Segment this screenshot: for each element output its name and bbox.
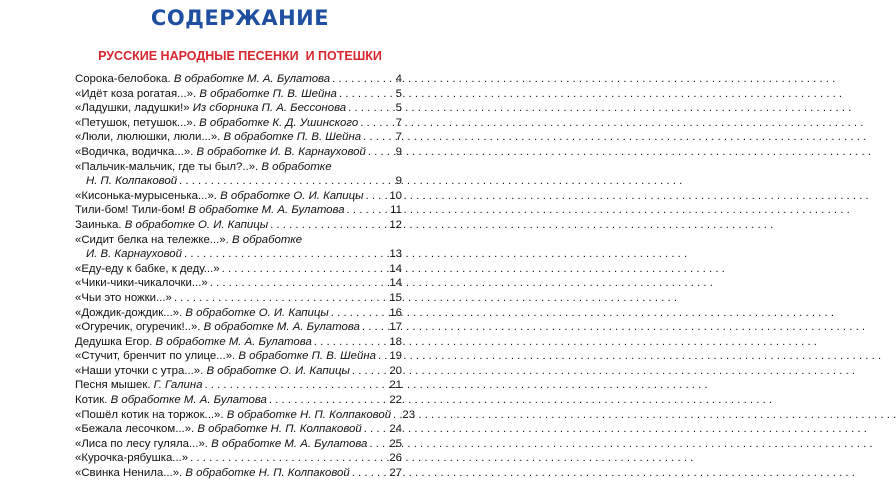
- entry-source: В обработке М. А. Булатова: [203, 321, 360, 334]
- dot-leader: [312, 335, 388, 350]
- toc-entry: [75, 466, 402, 481]
- page-number: 11: [390, 204, 402, 217]
- toc-entry: [75, 306, 402, 321]
- page-number: 19: [389, 350, 402, 363]
- entry-text: [75, 437, 367, 452]
- page-number: 13: [389, 248, 402, 261]
- page-number: 25: [389, 437, 402, 450]
- entry-text: [75, 393, 267, 408]
- entry-text: [75, 466, 350, 481]
- toc-entry: [75, 160, 402, 175]
- page-number: 23: [402, 408, 416, 421]
- dot-leader: [220, 262, 388, 277]
- page-number: 26: [389, 452, 402, 465]
- page-number: 9: [395, 175, 402, 188]
- entry-title: Сорока-белобока.: [75, 73, 171, 85]
- entry-text: [86, 247, 182, 262]
- toc-entry: [75, 72, 402, 87]
- entry-source: В обработке О. И. Капицы: [124, 218, 269, 231]
- entry-title: Котик.: [75, 394, 108, 407]
- entry-text: [75, 87, 337, 102]
- toc-entry: [75, 203, 402, 218]
- page-number: 14: [389, 277, 402, 290]
- dot-leader: [208, 276, 388, 291]
- dot-leader: [329, 306, 388, 321]
- entry-source: Г. Галина: [153, 379, 203, 392]
- page-number: 5: [395, 87, 402, 100]
- dot-leader: [182, 247, 388, 262]
- entry-source: В обработке Н. П. Колпаковой: [226, 408, 392, 421]
- entry-title: Заинька.: [75, 218, 122, 231]
- dot-leader: [345, 203, 388, 218]
- entry-title: «Водичка, водичка...».: [75, 145, 194, 158]
- entry-title: «Дождик-дождик...».: [75, 306, 183, 319]
- entry-source: В обработке М. А. Булатова: [155, 335, 312, 348]
- entry-text: [75, 145, 366, 160]
- page-number: 9: [395, 145, 402, 158]
- dot-leader: [268, 218, 388, 233]
- entry-text: [75, 72, 330, 87]
- entry-text: [75, 335, 312, 350]
- entry-source: В обработке Н. П. Колпаковой: [185, 467, 350, 480]
- toc-entry: [75, 145, 402, 160]
- toc-entry: [75, 87, 402, 102]
- dot-leader: [350, 364, 388, 379]
- entry-source: В обработке П. В. Шейна: [223, 131, 362, 144]
- dot-leader: [391, 408, 401, 423]
- dot-leader: [188, 451, 388, 466]
- entry-title: «Чики-чики-чикалочки...»: [75, 277, 208, 290]
- entry-title: «Наши уточки с утра...».: [75, 364, 204, 377]
- dot-leader: [364, 189, 389, 204]
- entry-source: В обработке О. И. Капицы: [206, 364, 350, 377]
- dot-leader: [367, 437, 388, 452]
- dot-leader: [362, 422, 388, 437]
- entry-title: «Сидит белка на тележке...».: [75, 233, 229, 246]
- entry-title: «Пошёл котик на торжок...».: [75, 408, 224, 421]
- toc-entry: [75, 349, 402, 364]
- toc-entry-continuation: [75, 247, 402, 262]
- entry-text: [75, 422, 362, 437]
- entry-title: «Стучит, бренчит по улице...».: [75, 350, 236, 363]
- toc-entry-continuation: [75, 174, 402, 189]
- entry-source: В обработке П. В. Шейна: [199, 87, 337, 100]
- toc-entry: [75, 422, 402, 437]
- page-number: 10: [389, 189, 402, 202]
- toc-entry: [75, 189, 402, 204]
- entry-source: В обработке М. А. Булатова: [211, 437, 368, 450]
- toc-entry: [75, 364, 402, 379]
- entry-source: В обработке Н. П. Колпаковой: [197, 423, 362, 436]
- entry-source-cont: И. В. Карнауховой: [86, 248, 182, 261]
- page-number: 15: [389, 291, 402, 304]
- entry-title: «Огуречик, огуречик!..».: [75, 321, 201, 334]
- page-number: 12: [389, 218, 402, 231]
- section-heading: РУССКИЕ НАРОДНЫЕ ПЕСЕНКИ И ПОТЕШКИ: [98, 49, 382, 63]
- entry-source: В обработке М. А. Булатова: [188, 204, 345, 217]
- entry-title: «Ладушки, ладушки!»: [75, 102, 190, 115]
- dot-leader: [202, 378, 388, 393]
- entry-text: [75, 130, 361, 145]
- entry-source-cont: Н. П. Колпаковой: [86, 175, 178, 188]
- toc-entry: [75, 320, 402, 335]
- entry-source: В обработке М. А. Булатова: [173, 73, 331, 85]
- entry-text: [75, 291, 172, 306]
- page-number: 17: [389, 321, 402, 334]
- entry-title: «Бежала лесочком...».: [75, 423, 195, 436]
- entry-title: «Курочка-рябушка...»: [75, 452, 189, 465]
- page-number: 21: [389, 379, 402, 392]
- toc-entry: [75, 101, 402, 116]
- page-number: 24: [389, 423, 402, 436]
- entry-title: «Еду-еду к бабке, к деду...»: [75, 262, 220, 275]
- entry-text: [75, 262, 220, 277]
- entry-text: [75, 349, 376, 364]
- toc-entry: [75, 437, 402, 452]
- dot-leader: [360, 320, 388, 335]
- page-number: 22: [389, 394, 402, 407]
- page-title: СОДЕРЖАНИЕ: [150, 6, 330, 30]
- dot-leader: [358, 116, 388, 131]
- entry-title: Тили-бом! Тили-бом!: [75, 204, 186, 217]
- dot-leader: [337, 87, 388, 102]
- toc-entry: [75, 291, 402, 306]
- dot-leader: [376, 349, 388, 364]
- entry-source: В обработке П. В. Шейна: [238, 350, 376, 363]
- page-number: 20: [389, 364, 402, 377]
- entry-text: [75, 218, 268, 233]
- dot-leader: [346, 101, 388, 116]
- page-number: 27: [389, 467, 402, 480]
- entry-source: В обработке К. Д. Ушинского: [199, 116, 359, 129]
- toc-entry: [75, 116, 402, 131]
- entry-source: В обработке И. В. Карнауховой: [196, 145, 366, 158]
- page-number: 4: [395, 73, 402, 85]
- page-number: 18: [389, 335, 402, 348]
- entry-text: [75, 320, 360, 335]
- toc-entry: [75, 262, 402, 277]
- entry-title: «Чьи это ножки...»: [75, 291, 172, 304]
- entry-text: [75, 101, 346, 116]
- entry-text: [86, 174, 177, 189]
- dot-leader: [172, 291, 388, 306]
- entry-source: Из сборника П. А. Бессонова: [192, 102, 347, 115]
- entry-title: Дедушка Егор.: [75, 335, 153, 348]
- table-of-contents: [75, 72, 416, 481]
- page-number: 7: [395, 116, 402, 129]
- toc-entry: [75, 378, 402, 393]
- dot-leader: [330, 72, 388, 87]
- entry-source: В обработке М. А. Булатова: [110, 394, 267, 407]
- entry-text: [75, 408, 391, 423]
- toc-entry: [75, 335, 402, 350]
- dot-leader: [350, 466, 388, 481]
- entry-title: «Свинка Ненила...».: [75, 467, 183, 480]
- entry-title: Песня мышек.: [75, 379, 151, 392]
- entry-title: «Люли, люлюшки, люли...».: [75, 131, 221, 144]
- dot-leader: [177, 174, 388, 189]
- dot-leader: [361, 130, 388, 145]
- toc-entry: [75, 233, 402, 248]
- entry-title: «Идёт коза рогатая...».: [75, 87, 197, 100]
- entry-text: [75, 116, 358, 131]
- page-number: 16: [389, 306, 402, 319]
- dot-leader: [267, 393, 388, 408]
- entry-text: [75, 276, 208, 291]
- entry-text: [75, 364, 350, 379]
- entry-text: [75, 203, 345, 218]
- entry-text: [75, 451, 188, 466]
- entry-title: «Пальчик-мальчик, где ты был?..».: [75, 160, 259, 173]
- toc-entry: [75, 218, 402, 233]
- entry-text: [75, 306, 329, 321]
- entry-source: В обработке О. И. Капицы: [220, 189, 364, 202]
- dot-leader: [366, 145, 388, 160]
- toc-entry: [75, 130, 402, 145]
- page-number: 5: [395, 102, 402, 115]
- entry-title: «Петушок, петушок...».: [75, 116, 196, 129]
- entry-source: В обработке О. И. Капицы: [185, 306, 329, 319]
- entry-title: «Лиса по лесу гуляла...».: [75, 437, 208, 450]
- page-number: 7: [395, 131, 402, 144]
- entry-text: [75, 189, 364, 204]
- entry-source: В обработке: [231, 233, 303, 246]
- entry-text: [75, 160, 332, 175]
- toc-entry: [75, 393, 402, 408]
- entry-text: [75, 378, 202, 393]
- entry-text: [75, 233, 302, 248]
- entry-source: В обработке: [261, 160, 332, 173]
- page-number: 14: [389, 262, 402, 275]
- entry-title: «Кисонька-мурысенька...».: [75, 189, 217, 202]
- toc-entry: [75, 276, 402, 291]
- toc-entry: [75, 408, 416, 423]
- toc-entry: [75, 451, 402, 466]
